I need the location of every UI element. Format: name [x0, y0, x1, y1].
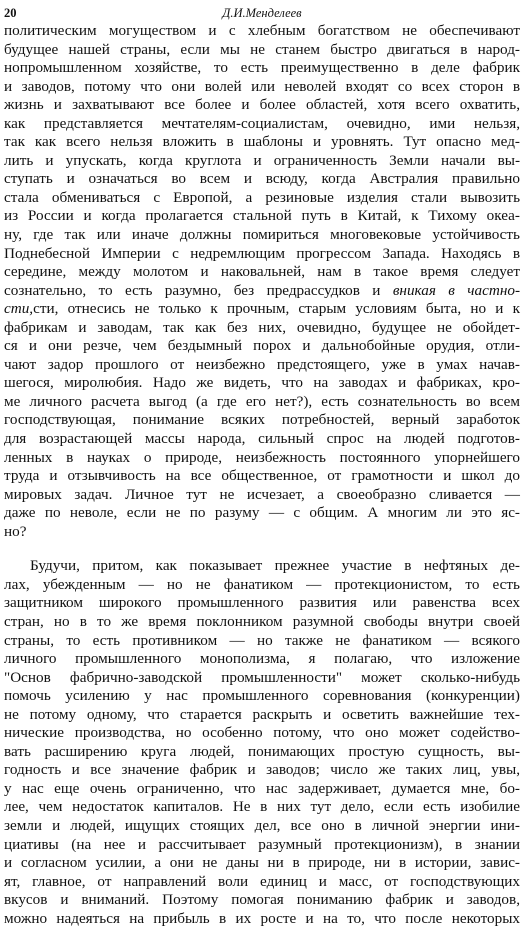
text-line: как представляется мечтателям-социалистам, очевидно, ими нельзя, — [4, 114, 520, 132]
text-line: господствующая, понимание всяких потребностей, верный заработок — [4, 411, 520, 429]
text-line: ят, главное, от направлений воли единиц и масс, от господствующих — [4, 872, 520, 890]
text-line: ступать и означаться во всем и всюду, когда Австралия правильно — [4, 170, 520, 188]
text-line: так как всего нельзя вложить в шаблоны и уровнять. Тут опасно мед- — [4, 133, 520, 151]
text-line-with-italic — [4, 282, 520, 301]
paragraph-1 — [4, 22, 520, 541]
text-line: шегося, миролюбия. Надо же видеть, что на заводах и фабриках, кро- — [4, 374, 520, 392]
text-line: и согласном усилии, а они не даны ни в природе, ни в истории, завис- — [4, 854, 520, 872]
text-line: ленных в науках о природе, неизбежность постоянного упорнейшего — [4, 448, 520, 466]
text-line: защитником широкого промышленного развития или равенства всех — [4, 594, 520, 612]
text-line: из России и когда пролагается стальной путь в Китай, к Тихому океа- — [4, 207, 520, 225]
page-number: 20 — [4, 6, 17, 20]
text-line: стран, но в то же время поклонником разумной свободы внутри своей — [4, 612, 520, 630]
text-line: лее, чем недостаток капиталов. Не в них тут дело, если есть изобилие — [4, 798, 520, 816]
text-line: "Основ фабрично-заводской промышленности" может сколько-нибудь — [4, 668, 520, 686]
text-line: лах, убежденным — но не фанатиком — протекционистом, то есть — [4, 575, 520, 593]
text-segment: сознательно, то есть разумно, без предрассудков и — [4, 281, 393, 299]
text-line: вкусов и вниманий. Поэтому помогая пониманию фабрик и заводов, — [4, 891, 520, 909]
text-line: жизнь и захватывают все более и более областей, хотя всего охватить, — [4, 96, 520, 114]
text-line: помочь усилению у нас промышленного соревнования (конкуренции) — [4, 687, 520, 705]
text-line: стала обмениваться с Европой, а резиновые изделия стали вывозить — [4, 188, 520, 206]
text-line: но? — [4, 522, 27, 540]
text-line: циативы (на нее и рассчитывает разумный протекционизм), в знании — [4, 835, 520, 853]
text-line: труда и отзывчивость на все общественное, от грамотности и школ до — [4, 467, 520, 485]
text-segment: сти, отнесись не только к прочным, старым условиям быта, но и к — [33, 300, 520, 318]
paragraph-gap — [4, 541, 520, 557]
text-line: земли и людей, ищущих стоящих дел, все оно в личной энергии ини- — [4, 816, 520, 834]
text-line: Будучи, притом, как показывает прежнее участие в нефтяных де- — [30, 557, 520, 575]
text-line: ся и они резче, чем бездымный порох и дальнобойные орудия, отли- — [4, 337, 520, 355]
italic-phrase: сти, — [4, 300, 34, 318]
text-line: фабрикам и заводам, так как без них, очевидно, будущее не обойдет- — [4, 318, 520, 336]
text-line: Поднебесной Империи с недремлющим прогрессом Запада. Находясь в — [4, 244, 520, 262]
page-header — [4, 4, 520, 22]
text-line: чают задор прошлого от неизбежно предстоящего, уже в умах начав- — [4, 355, 520, 373]
text-line: для возрастающей массы народа, сильный спрос на людей подготов- — [4, 430, 520, 448]
text-line: страны, то есть противником — но также не фанатиком — всякого — [4, 631, 520, 649]
text-line: можно надеяться на прибыль в их росте и на то, что после некоторых — [4, 909, 520, 927]
text-line: лить и упускать, когда круглота и ограниченность Земли начали вы- — [4, 151, 520, 169]
italic-phrase: вникая в частно- — [392, 281, 521, 299]
text-line: будущее нашей страны, если мы не станем быстро двигаться в народ- — [4, 40, 520, 58]
text-line: мировых задач. Личное тут не исчезает, а своеобразно сливается — — [4, 485, 520, 503]
text-line: нические производства, но особенно потому, что оно может содейство- — [4, 724, 520, 742]
text-line: и заводов, потому что они волей или неволей входят со всех сторон в — [4, 77, 520, 95]
text-line: середине, между молотом и наковальней, нам в такое время следует — [4, 263, 520, 281]
text-line: ну, где так или иначе должны помириться многовековые устойчивость — [4, 226, 520, 244]
text-line: личного промышленного монополизма, я полагаю, что изложение — [4, 650, 520, 668]
text-line: вать расширению круга людей, понимающих простую сущность, вы- — [4, 742, 520, 760]
running-head: Д.И.Менделеев — [222, 6, 302, 20]
text-line: у нас еще очень ограниченно, что нас задерживает, думается мне, бо- — [4, 779, 520, 797]
text-line: нопромышленном хозяйстве, то есть преимущественно в деле фабрик — [4, 59, 520, 77]
text-line: не потому одному, что старается раскрыть и осветить важнейшие тех- — [4, 705, 520, 723]
paragraph-2 — [4, 557, 520, 928]
text-line: политическим могуществом и с хлебным богатством не обеспечивают — [4, 22, 520, 39]
text-line-with-italic — [4, 300, 520, 319]
text-line: даже по неволе, если не по разуму — с общим. А многим ли это яс- — [4, 504, 520, 522]
text-line: годность и все значение фабрик и заводов; число же таких лиц, увы, — [4, 761, 520, 779]
text-line: ме личного расчета выгод (а где его нет?), есть сознательность во всем — [4, 392, 520, 410]
